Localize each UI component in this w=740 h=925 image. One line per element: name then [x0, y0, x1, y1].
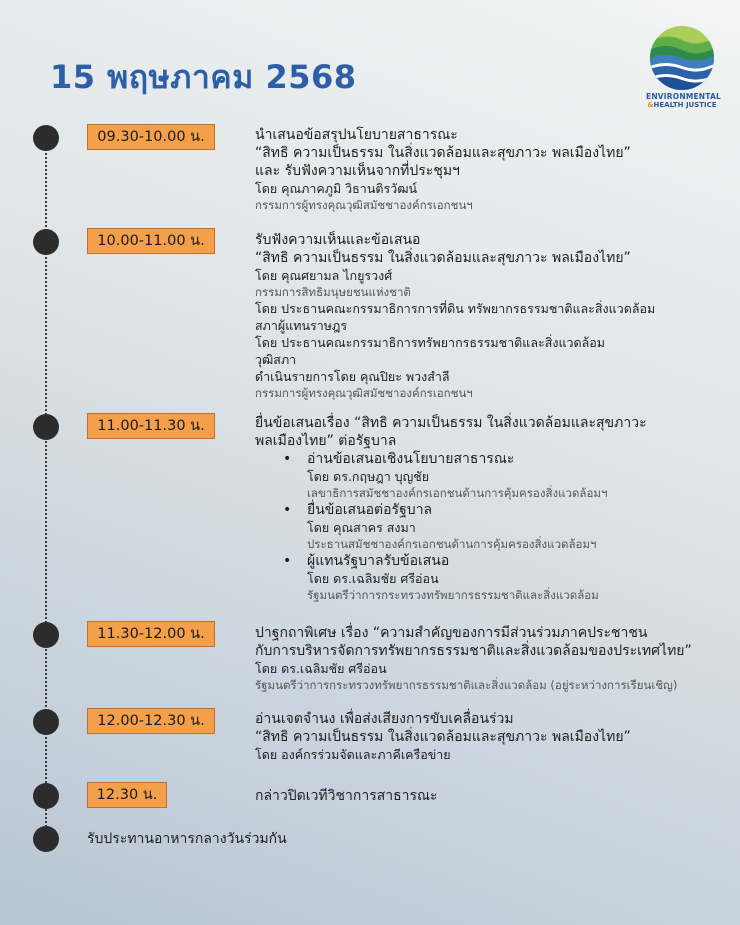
- item-line: กล่าวปิดเวทีวิชาการสาธารณะ: [255, 788, 438, 804]
- bullet-item: [307, 501, 725, 552]
- time-badge: 11.00-11.30 น.: [87, 413, 215, 439]
- item-line: ปาฐกถาพิเศษ เรื่อง “ความสำคัญของการมีส่วนร่วมภาคประชาชน: [255, 625, 648, 641]
- speaker-line: โดย ประธานคณะกรรมาธิการการที่ดิน ทรัพยากรธรรมชาติและสิ่งแวดล้อม: [255, 301, 656, 316]
- speaker-role: กรรมการผู้ทรงคุณวุฒิสมัชชาองค์กรเอกชนฯ: [255, 198, 473, 212]
- lunch-note: รับประทานอาหารกลางวันร่วมกัน: [87, 831, 287, 847]
- page-title: 15 พฤษภาคม 2568: [50, 58, 357, 96]
- timeline-dot: [33, 826, 59, 852]
- timeline-dot: [33, 125, 59, 151]
- time-badge: 12.30 น.: [87, 782, 167, 808]
- item-line: ยื่นข้อเสนอเรื่อง “สิทธิ ความเป็นธรรม ในสิ่งแวดล้อมและสุขภาวะ: [255, 415, 647, 431]
- time-badge: 09.30-10.00 น.: [87, 124, 215, 150]
- item-line: รับฟังความเห็นและข้อเสนอ: [255, 232, 421, 248]
- speaker-line: สภาผู้แทนราษฎร: [255, 318, 348, 333]
- timeline-dot: [33, 709, 59, 735]
- schedule-item: [255, 414, 725, 603]
- organization-logo: [646, 26, 722, 109]
- wave-logo-icon: [650, 26, 714, 90]
- timeline-dot: [33, 414, 59, 440]
- schedule-item: [255, 126, 725, 213]
- logo-text-health-justice: &HEALTH JUSTICE: [647, 101, 717, 109]
- schedule-item: [255, 231, 725, 401]
- bullet-title: • ผู้แทนรัฐบาลรับข้อเสนอ: [307, 553, 450, 569]
- item-line: “สิทธิ ความเป็นธรรม ในสิ่งแวดล้อมและสุขภาวะ พลเมืองไทย”: [255, 729, 631, 745]
- speaker-line: โดย ดร.กฤษฎา บุญชัย: [307, 469, 430, 484]
- speaker-line: วุฒิสภา: [255, 352, 297, 367]
- item-line: อ่านเจตจำนง เพื่อส่งเสียงการขับเคลื่อนร่วม: [255, 711, 514, 727]
- bullet-item: [307, 450, 725, 501]
- speaker-line: โดย คุณภาคภูมิ วิธานติรวัฒน์: [255, 181, 418, 196]
- speaker-line: โดย คุณสาคร สงมา: [307, 520, 416, 535]
- speaker-role: รัฐมนตรีว่าการกระทรวงทรัพยากรธรรมชาติและสิ่งแวดล้อม (อยู่ระหว่างการเรียนเชิญ): [255, 678, 678, 692]
- item-line: พลเมืองไทย” ต่อรัฐบาล: [255, 433, 397, 449]
- speaker-line: โดย ดร.เฉลิมชัย ศรีอ่อน: [255, 661, 387, 676]
- time-badge: 12.00-12.30 น.: [87, 708, 215, 734]
- speaker-line: โดย ดร.เฉลิมชัย ศรีอ่อน: [307, 571, 439, 586]
- speaker-role: กรรมการผู้ทรงคุณวุฒิสมัชชาองค์กรเอกชนฯ: [255, 386, 473, 400]
- speaker-line: ดำเนินรายการโดย คุณปิยะ พวงสำลี: [255, 369, 450, 384]
- timeline-dot: [33, 622, 59, 648]
- speaker-role: เลขาธิการสมัชชาองค์กรเอกชนด้านการคุ้มครองสิ่งแวดล้อมฯ: [307, 486, 608, 500]
- bullet-item: [307, 552, 725, 603]
- speaker-line: โดย องค์กรร่วมจัดและภาคีเครือข่าย: [255, 747, 451, 762]
- speaker-line: โดย ประธานคณะกรรมาธิการทรัพยากรธรรมชาติและสิ่งแวดล้อม: [255, 335, 606, 350]
- schedule-item: [255, 787, 725, 805]
- speaker-line: โดย คุณศยามล ไกยูรวงศ์: [255, 268, 393, 283]
- item-line: กับการบริหารจัดการทรัพยากรธรรมชาติและสิ่งแวดล้อมของประเทศไทย”: [255, 643, 692, 659]
- timeline-dot: [33, 783, 59, 809]
- item-line: “สิทธิ ความเป็นธรรม ในสิ่งแวดล้อมและสุขภาวะ พลเมืองไทย”: [255, 145, 631, 161]
- bullet-title: • อ่านข้อเสนอเชิงนโยบายสาธารณะ: [307, 451, 515, 467]
- speaker-role: กรรมการสิทธิมนุษยชนแห่งชาติ: [255, 285, 411, 299]
- logo-text-environmental: ENVIRONMENTAL: [646, 92, 722, 101]
- item-line: และ รับฟังความเห็นจากที่ประชุมฯ: [255, 163, 460, 179]
- item-line: นำเสนอข้อสรุปนโยบายสาธารณะ: [255, 127, 458, 143]
- time-badge: 11.30-12.00 น.: [87, 621, 215, 647]
- time-badge: 10.00-11.00 น.: [87, 228, 215, 254]
- item-line: “สิทธิ ความเป็นธรรม ในสิ่งแวดล้อมและสุขภาวะ พลเมืองไทย”: [255, 250, 631, 266]
- timeline-dot: [33, 229, 59, 255]
- speaker-role: รัฐมนตรีว่าการกระทรวงทรัพยากรธรรมชาติและสิ่งแวดล้อม: [307, 588, 599, 602]
- speaker-role: ประธานสมัชชาองค์กรเอกชนด้านการคุ้มครองสิ่งแวดล้อมฯ: [307, 537, 597, 551]
- bullet-title: • ยื่นข้อเสนอต่อรัฐบาล: [307, 502, 433, 518]
- schedule-item: [255, 624, 725, 693]
- schedule-item: [255, 710, 725, 763]
